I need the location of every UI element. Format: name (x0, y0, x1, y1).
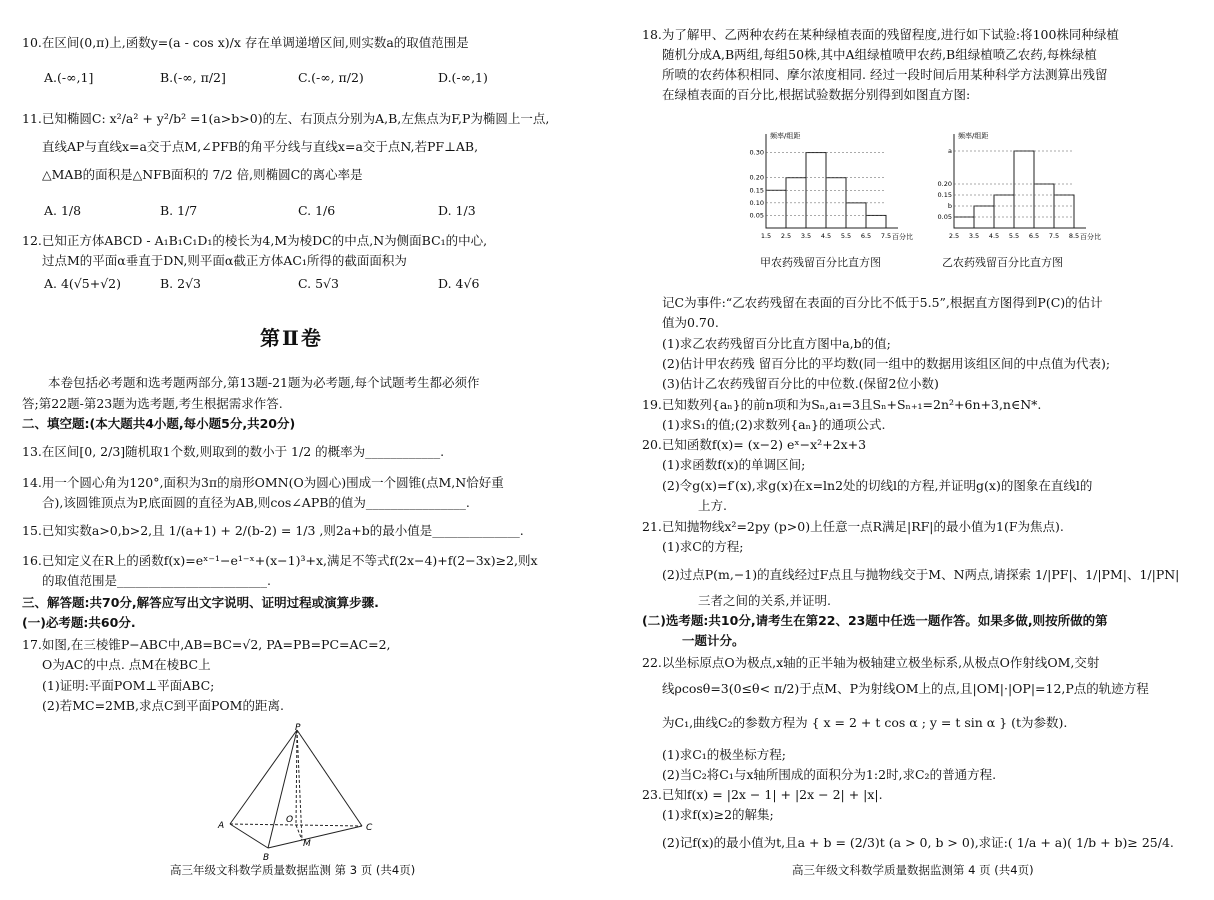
histogram-jia (742, 128, 913, 248)
section-required: (一)必考题:共60分. (22, 615, 136, 630)
label-m: M (303, 839, 311, 849)
q17-line2: O为AC的中点. 点M在棱BC上 (42, 657, 211, 672)
q21-part1: (1)求C的方程; (662, 539, 744, 554)
label-a: A (218, 821, 225, 831)
y-tick-label: 0.20 (749, 173, 764, 182)
y-tick-label: 0.10 (749, 198, 764, 207)
bar-0 (954, 217, 974, 228)
q16-line2: 的取值范围是________________________. (42, 573, 271, 588)
x-tick-label: 1.5 (760, 232, 772, 240)
section-answer: 三、解答题:共70分,解答应写出文字说明、证明过程或演算步骤. (22, 595, 379, 610)
intro-line2: 答;第22题-第23题为选考题,考生根据需求作答. (22, 396, 283, 411)
q18-part1: (1)求乙农药残留百分比直方图中a,b的值; (662, 336, 891, 351)
y-tick-label: 0.15 (937, 191, 952, 199)
q10-option-a: A.(-∞,1] (44, 70, 94, 85)
x-tick-label: 7.5 (880, 232, 892, 240)
q23-line1: 23.已知f(x) = |2x − 1| + |2x − 2| + |x|. (642, 787, 883, 802)
bar-3 (1014, 151, 1034, 228)
bar-0 (766, 190, 786, 228)
x-tick-label: 3.5 (800, 232, 812, 240)
q12-option-a: A. 4(√5+√2) (44, 276, 121, 291)
page-3 (0, 0, 600, 900)
bar-5 (866, 215, 886, 228)
q20-line1: 20.已知函数f(x)= (x−2) eˣ−x²+2x+3 (642, 437, 867, 452)
q14-line1: 14.用一个圆心角为120°,面积为3π的扇形OMN(O为圆心)围成一个圆锥(点M,N恰好重 (22, 475, 504, 490)
pyramid-figure (210, 722, 380, 862)
intro-line1: 本卷包括必考题和选考题两部分,第13题-21题为必考题,每个试题考生都必须作 (48, 375, 480, 390)
q18-event: 记C为事件:“乙农药残留在表面的百分比不低于5.5”,根据直方图得到P(C)的估计 (662, 295, 1103, 310)
q23-part2: (2)记f(x)的最小值为t,且a + b = (2/3)t (a > 0, b > 0),求证:( 1/a + a)( 1/b + b)≥ 25/4. (662, 835, 1174, 850)
q10-option-d: D.(-∞,1) (438, 70, 488, 85)
q11-option-d: D. 1/3 (438, 203, 476, 218)
q19-line2: (1)求S₁的值;(2)求数列{aₙ}的通项公式. (662, 417, 886, 432)
label-b: B (263, 853, 270, 863)
q22-line2: 线ρcosθ=3(0≤θ< π/2)于点M、P为射线OM上的点,且|OM|·|OP|=12,P点的轨迹方程 (662, 681, 1149, 696)
x-tick-label: 3.5 (968, 232, 980, 240)
histogram-yi (930, 128, 1101, 248)
label-c: C (366, 823, 373, 833)
q21-line1: 21.已知抛物线x²=2py (p>0)上任意一点R满足|RF|的最小值为1(F为焦点). (642, 519, 1064, 534)
q18-line3: 所喷的农药体积相同、摩尔浓度相同. 经过一段时间后用某种科学方法测算出残留 (662, 67, 1108, 82)
q12-line1: 12.已知正方体ABCD - A₁B₁C₁D₁的棱长为4,M为棱DC的中点,N为侧面BC₁的中心, (22, 233, 488, 248)
q11-line2: 直线AP与直线x=a交于点M,∠PFB的角平分线与直线x=a交于点N,若PF⊥AB, (42, 139, 479, 154)
y-tick-label: 0.15 (749, 186, 764, 195)
x-tick-label: 5.5 (840, 232, 852, 240)
q17-part1: (1)证明:平面POM⊥平面ABC; (42, 678, 215, 693)
q18-line1: 18.为了解甲、乙两种农药在某种绿植表面的残留程度,进行如下试验:将100株同种绿植 (642, 27, 1119, 42)
q18-line4: 在绿植表面的百分比,根据试验数据分别得到如图直方图: (662, 87, 971, 102)
q19-line1: 19.已知数列{aₙ}的前n项和为Sₙ,a₁=3且Sₙ+Sₙ₊₁=2n²+6n+3,n∈N*. (642, 397, 1042, 412)
q17-line1: 17.如图,在三棱锥P−ABC中,AB=BC=√2, PA=PB=PC=AC=2, (22, 637, 391, 652)
q11-line3: △MAB的面积是△NFB面积的 7/2 倍,则椭圆C的离心率是 (42, 167, 363, 182)
q18-prob: 值为0.70. (662, 315, 719, 330)
y-axis-label: 频率/组距 (958, 132, 989, 140)
x-tick-label: 4.5 (820, 232, 832, 240)
x-tick-label: 6.5 (860, 232, 872, 240)
q15: 15.已知实数a>0,b>2,且 1/(a+1) + 2/(b-2) = 1/3 ,则2a+b的最小值是______________. (22, 523, 524, 538)
q12-line2: 过点M的平面α垂直于DN,则平面α截正方体AC₁所得的截面面积为 (42, 253, 407, 268)
label-o: O (286, 815, 294, 825)
q20-part1: (1)求函数f(x)的单调区间; (662, 457, 806, 472)
q16-line1: 16.已知定义在R上的函数f(x)=eˣ⁻¹−e¹⁻ˣ+(x−1)³+x,满足不等式f(2x−4)+f(2−3x)≥2,则x (22, 553, 538, 568)
x-tick-label: 7.5 (1048, 232, 1060, 240)
q11-option-b: B. 1/7 (160, 203, 198, 218)
q18-line2: 随机分成A,B两组,每组50株,其中A组绿植喷甲农药,B组绿植喷乙农药,每株绿植 (662, 47, 1097, 62)
q22-line1: 22.以坐标原点O为极点,x轴的正半轴为极轴建立极坐标系,从极点O作射线OM,交射 (642, 655, 1100, 670)
y-tick-label: b (947, 202, 952, 210)
section-optional-cont: 一题计分。 (682, 633, 745, 648)
q12-option-d: D. 4√6 (438, 276, 480, 291)
section-fill-blank: 二、填空题:(本大题共4小题,每小题5分,共20分) (22, 416, 296, 431)
q10-text: 10.在区间(0,π)上,函数y=(a - cos x)/x 存在单调递增区间,则实数a的取值范围是 (22, 35, 469, 50)
y-tick-label: a (948, 147, 952, 155)
q20-part2: (2)令g(x)=f′(x),求g(x)在x=ln2处的切线l的方程,并证明g(x)的图象在直线l的 (662, 478, 1093, 493)
q21-part2-cont: 三者之间的关系,并证明. (698, 593, 831, 608)
q22-line3: 为C₁,曲线C₂的参数方程为 { x = 2 + t cos α ; y = t sin α } (t为参数). (662, 715, 1068, 730)
y-tick-label: 0.05 (749, 211, 764, 220)
footer-page4: 高三年级文科数学质量数据监测第 4 页 (共4页) (792, 863, 1034, 877)
section-optional: (二)选考题:共10分,请考生在第22、23题中任选一题作答。如果多做,则按所做的第 (642, 613, 1108, 628)
x-tick-label: 4.5 (988, 232, 1000, 240)
x-axis-label: 百分比 (1080, 233, 1101, 241)
bar-5 (1054, 195, 1074, 228)
q11-option-c: C. 1/6 (298, 203, 336, 218)
x-tick-label: 5.5 (1008, 232, 1020, 240)
q22-part1: (1)求C₁的极坐标方程; (662, 747, 786, 762)
y-tick-label: 0.30 (749, 148, 764, 157)
x-tick-label: 2.5 (948, 232, 960, 240)
q22-part2: (2)当C₂将C₁与x轴所围成的面积分为1:2时,求C₂的普通方程. (662, 767, 997, 782)
q21-part2: (2)过点P(m,−1)的直线经过F点且与抛物线交于M、N两点,请探索 1/|PF|、1/|PM|、1/|PN| (662, 567, 1180, 582)
x-tick-label: 8.5 (1068, 232, 1080, 240)
footer-page3: 高三年级文科数学质量数据监测 第 3 页 (共4页) (170, 863, 416, 877)
q13: 13.在区间[0, 2/3]随机取1个数,则取到的数小于 1/2 的概率为____________. (22, 444, 445, 459)
x-tick-label: 2.5 (780, 232, 792, 240)
q12-option-b: B. 2√3 (160, 276, 202, 291)
q12-option-c: C. 5√3 (298, 276, 339, 291)
q23-part1: (1)求f(x)≥2的解集; (662, 807, 774, 822)
q17-part2: (2)若MC=2MB,求点C到平面POM的距离. (42, 698, 284, 713)
q10-option-c: C.(-∞, π/2) (298, 70, 364, 85)
q10-option-b: B.(-∞, π/2] (160, 70, 226, 85)
chart-caption-yi: 乙农药残留百分比直方图 (942, 256, 1063, 269)
q18-part3: (3)估计乙农药残留百分比的中位数.(保留2位小数) (662, 376, 939, 391)
part-title: 第Ⅱ卷 (260, 326, 323, 350)
q14-line2: 合),该圆锥顶点为P,底面圆的直径为AB,则cos∠APB的值为________________. (42, 495, 470, 510)
q11-line1: 11.已知椭圆C: x²/a² + y²/b² =1(a>b>0)的左、右顶点分别为A,B,左焦点为F,P为椭圆上一点, (22, 111, 550, 126)
y-axis-label: 频率/组距 (770, 132, 801, 140)
q18-part2: (2)估计甲农药残 留百分比的平均数(同一组中的数据用该组区间的中点值为代表); (662, 356, 1111, 371)
y-tick-label: 0.05 (937, 213, 952, 221)
q20-part2-cont: 上方. (698, 498, 727, 513)
y-tick-label: 0.20 (937, 180, 952, 188)
bar-2 (994, 195, 1014, 228)
chart-caption-jia: 甲农药残留百分比直方图 (760, 256, 881, 269)
page-4 (612, 0, 1214, 900)
q11-option-a: A. 1/8 (44, 203, 82, 218)
label-p: P (295, 723, 301, 733)
x-axis-label: 百分比 (892, 233, 913, 241)
x-tick-label: 6.5 (1028, 232, 1040, 240)
